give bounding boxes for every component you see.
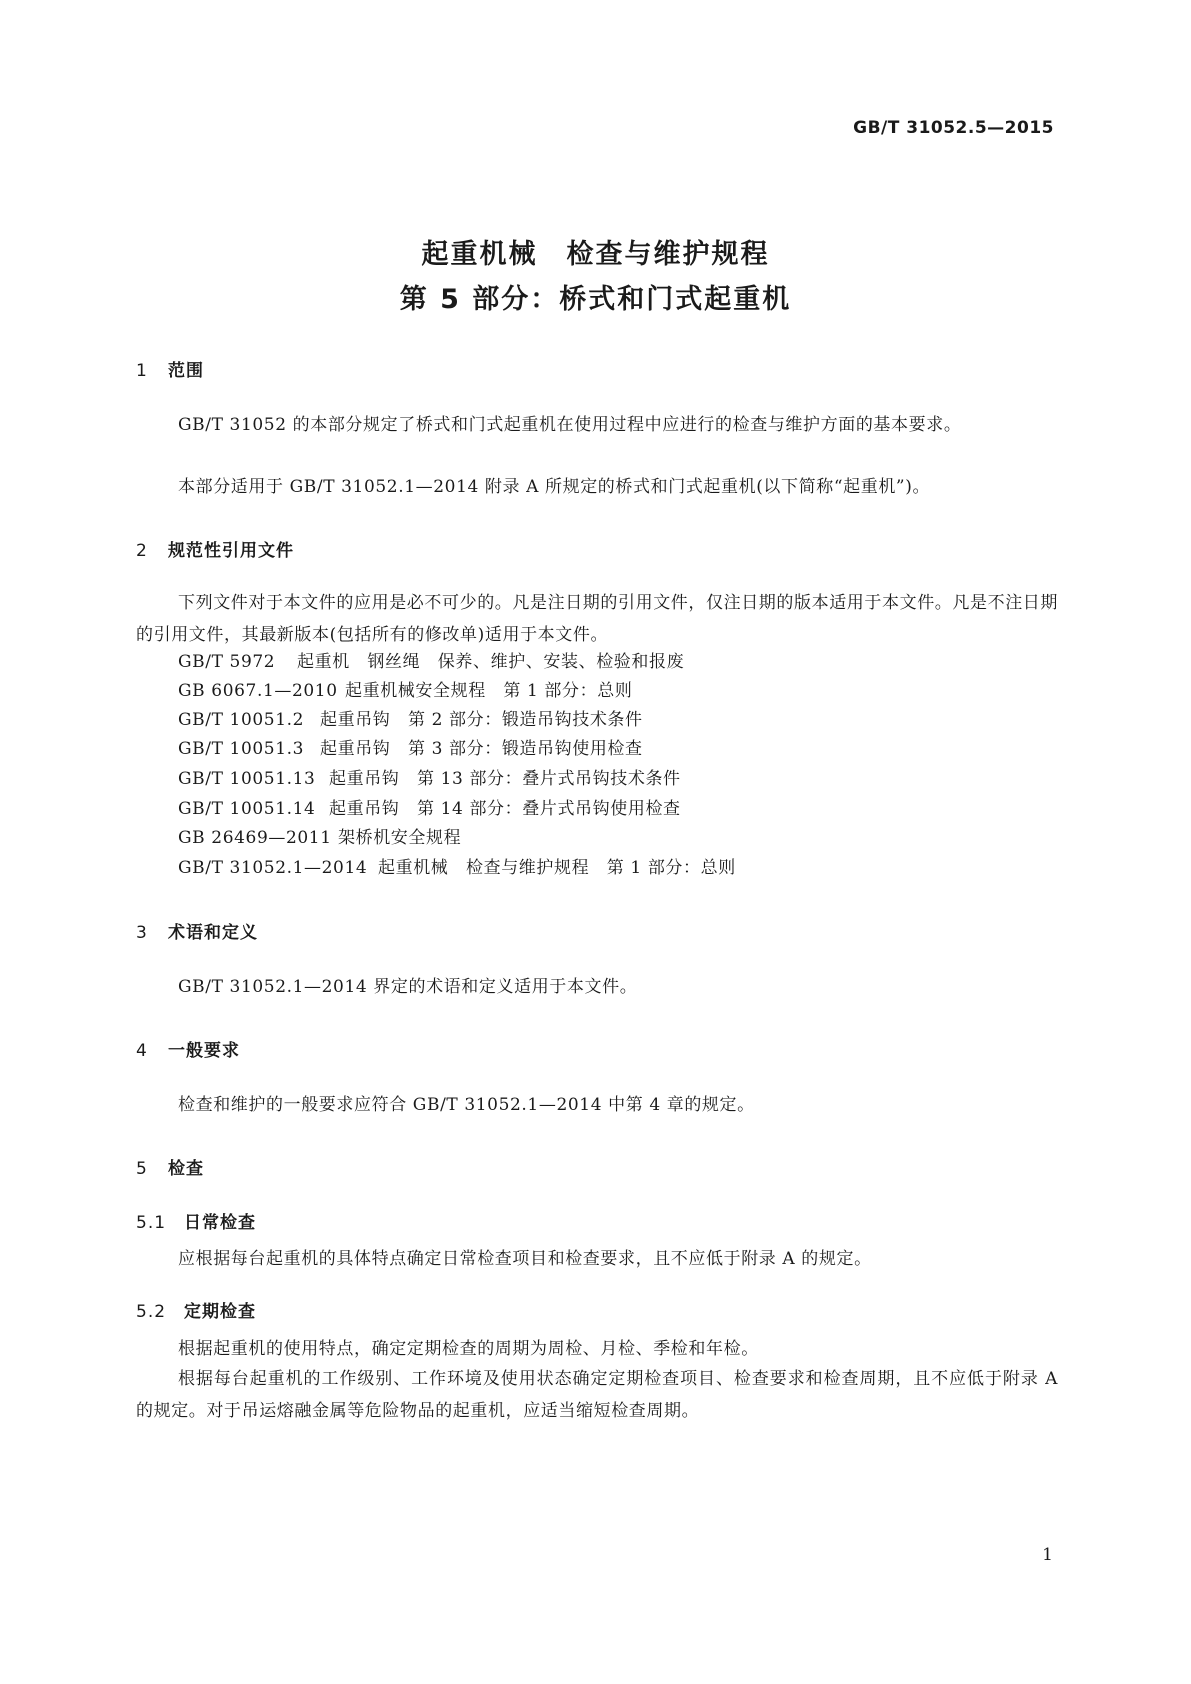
reference-item bbox=[178, 852, 736, 884]
subsection-heading-5-1 bbox=[136, 1208, 256, 1233]
reference-item bbox=[178, 675, 632, 707]
paragraph: 根据每台起重机的工作级别、工作环境及使用状态确定定期检查项目、检查要求和检查周期，且不应低于附录 A 的规定。对于吊运熔融金属等危险物品的起重机，应适当缩短检查周期。 bbox=[136, 1369, 1058, 1421]
section-heading-2 bbox=[136, 536, 294, 561]
section-number: 5 bbox=[136, 1159, 148, 1179]
section-heading-1 bbox=[136, 356, 204, 381]
reference-title: 起重机械安全规程 第 1 部分：总则 bbox=[345, 681, 633, 701]
document-subtitle: 第 5 部分：桥式和门式起重机 bbox=[399, 284, 792, 315]
subsection-title: 日常检查 bbox=[184, 1213, 256, 1233]
document-title: 起重机械 检查与维护规程 bbox=[421, 239, 770, 270]
section-title: 术语和定义 bbox=[168, 923, 258, 943]
paragraph: 检查和维护的一般要求应符合 GB/T 31052.1—2014 中第 4 章的规定。 bbox=[178, 1095, 755, 1115]
reference-title: 起重吊钩 第 2 部分：锻造吊钩技术条件 bbox=[320, 710, 643, 730]
reference-title: 起重机 钢丝绳 保养、维护、安装、检验和报废 bbox=[297, 652, 685, 672]
section-number: 3 bbox=[136, 923, 148, 943]
reference-title: 起重吊钩 第 13 部分：叠片式吊钩技术条件 bbox=[329, 769, 681, 789]
reference-code: GB/T 10051.3 bbox=[178, 739, 305, 759]
reference-code: GB/T 10051.14 bbox=[178, 799, 316, 819]
reference-code: GB 26469—2011 bbox=[178, 828, 332, 848]
reference-code: GB/T 10051.13 bbox=[178, 769, 316, 789]
reference-item bbox=[178, 646, 684, 678]
section-title: 检查 bbox=[168, 1159, 204, 1179]
subsection-number: 5.1 bbox=[136, 1213, 167, 1233]
reference-title: 起重吊钩 第 3 部分：锻造吊钩使用检查 bbox=[320, 739, 643, 759]
section-number: 2 bbox=[136, 541, 148, 561]
reference-title: 起重机械 检查与维护规程 第 1 部分：总则 bbox=[378, 858, 736, 878]
reference-item bbox=[178, 733, 643, 765]
section-number: 1 bbox=[136, 361, 148, 381]
reference-item bbox=[178, 763, 681, 795]
paragraph: 根据起重机的使用特点，确定定期检查的周期为周检、月检、季检和年检。 bbox=[178, 1339, 759, 1359]
section-heading-5 bbox=[136, 1154, 204, 1179]
section-title: 一般要求 bbox=[168, 1041, 240, 1061]
paragraph: 应根据每台起重机的具体特点确定日常检查项目和检查要求，且不应低于附录 A 的规定。 bbox=[178, 1249, 872, 1269]
subsection-heading-5-2 bbox=[136, 1297, 256, 1322]
section-heading-4 bbox=[136, 1036, 240, 1061]
reference-code: GB/T 31052.1—2014 bbox=[178, 858, 368, 878]
reference-item bbox=[178, 793, 681, 825]
section-title: 范围 bbox=[168, 361, 204, 381]
standard-code: GB/T 31052.5—2015 bbox=[853, 118, 1054, 138]
reference-code: GB/T 10051.2 bbox=[178, 710, 305, 730]
paragraph: GB/T 31052.1—2014 界定的术语和定义适用于本文件。 bbox=[178, 977, 638, 997]
paragraph: GB/T 31052 的本部分规定了桥式和门式起重机在使用过程中应进行的检查与维护方面的基本要求。 bbox=[178, 415, 962, 435]
subsection-title: 定期检查 bbox=[184, 1302, 256, 1322]
reference-code: GB/T 5972 bbox=[178, 652, 276, 672]
paragraph: 下列文件对于本文件的应用是必不可少的。凡是注日期的引用文件，仅注日期的版本适用于本文件。凡是不注日期的引用文件，其最新版本(包括所有的修改单)适用于本文件。 bbox=[136, 593, 1058, 645]
section-number: 4 bbox=[136, 1041, 148, 1061]
reference-item bbox=[178, 704, 643, 736]
reference-title: 起重吊钩 第 14 部分：叠片式吊钩使用检查 bbox=[329, 799, 681, 819]
page-number: 1 bbox=[1042, 1545, 1053, 1565]
reference-item bbox=[178, 822, 461, 854]
subsection-number: 5.2 bbox=[136, 1302, 167, 1322]
reference-title: 架桥机安全规程 bbox=[338, 828, 462, 848]
reference-code: GB 6067.1—2010 bbox=[178, 681, 338, 701]
section-title: 规范性引用文件 bbox=[168, 541, 294, 561]
section-heading-3 bbox=[136, 918, 258, 943]
paragraph: 本部分适用于 GB/T 31052.1—2014 附录 A 所规定的桥式和门式起重机(以下简称“起重机”)。 bbox=[178, 477, 931, 497]
